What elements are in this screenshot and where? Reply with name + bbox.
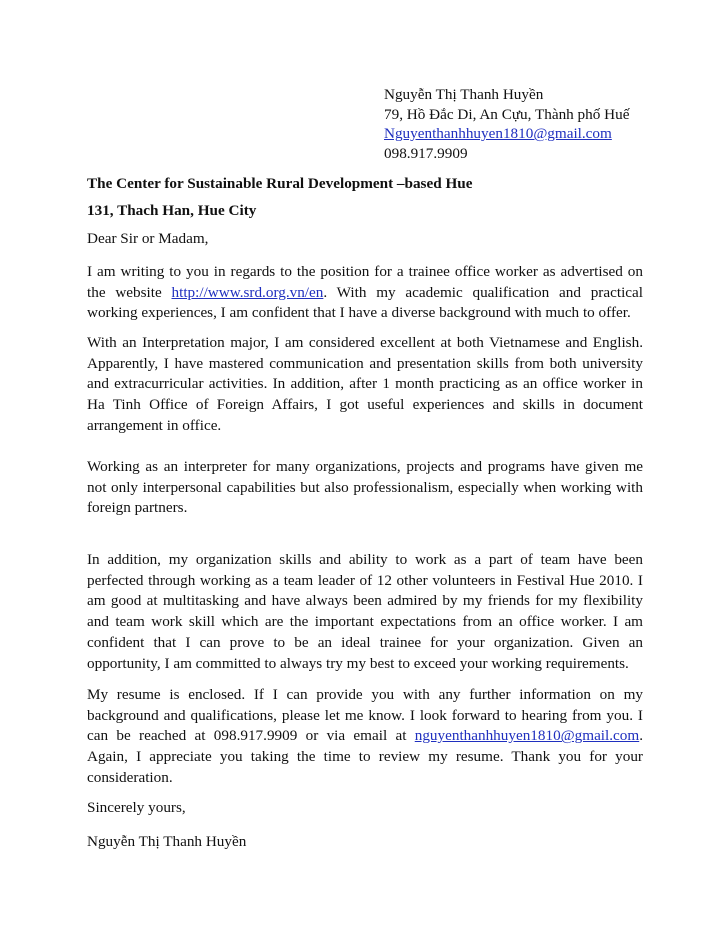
paragraph-resume: My resume is enclosed. If I can provide you with any further information on my background and qualifications, please let me know. I look forward to hearing from you. I can be reached at 098.917.9909 or via email at nguyenthanhhuyen1810@gmail.com. Again, I appreciate you taking the time to review my resume. Thank you for your consideration. <box>87 686 643 786</box>
website-link[interactable]: http://www.srd.org.vn/en <box>171 283 324 301</box>
recipient-organization: The Center for Sustainable Rural Development –based Hue <box>87 175 473 192</box>
sender-name: Nguyễn Thị Thanh Huyền <box>384 86 544 103</box>
closing: Sincerely yours, <box>87 799 186 816</box>
applicant-email-link[interactable]: nguyenthanhhuyen1810@gmail.com <box>414 727 640 745</box>
signature: Nguyễn Thị Thanh Huyền <box>87 833 247 850</box>
paragraph-organization: In addition, my organization skills and ability to work as a part of team have been perfected through working as a team leader of 12 other volunteers in Festival Hue 2010. I am good at multitasking and have always been admired by my friends for my flexibility and team work skill which are the important expectations from an office worker. I am confident that I can prove to be an ideal trainee for your organization. Given an opportunity, I am committed to always try my best to exceed your working requirements. <box>87 551 643 672</box>
sender-block <box>384 85 629 163</box>
sender-address: 79, Hồ Đắc Di, An Cựu, Thành phố Huế <box>384 105 630 123</box>
recipient-address: 131, Thach Han, Hue City <box>87 202 257 219</box>
salutation: Dear Sir or Madam, <box>87 230 209 247</box>
sender-email-link[interactable]: Nguyenthanhhuyen1810@gmail.com <box>384 125 612 142</box>
sender-phone: 098.917.9909 <box>384 144 468 162</box>
paragraph-intro: I am writing to you in regards to the position for a trainee office worker as advertised on the website http://www.srd.org.vn/en. With my academic qualification and practical working experiences, I am confident that I have a diverse background with much to offer. <box>87 263 643 322</box>
paragraph-skills: With an Interpretation major, I am considered excellent at both Vietnamese and English. Apparently, I have mastered communication and presentation skills from both university and extracurricular activities. In addition, after 1 month practicing as an office worker in Ha Tinh Office of Foreign Affairs, I got useful experiences and skills in document arrangement in office. <box>87 334 643 434</box>
paragraph-interpreter: Working as an interpreter for many organizations, projects and programs have given me not only interpersonal capabilities but also professionalism, especially when working with foreign partners. <box>87 458 643 517</box>
